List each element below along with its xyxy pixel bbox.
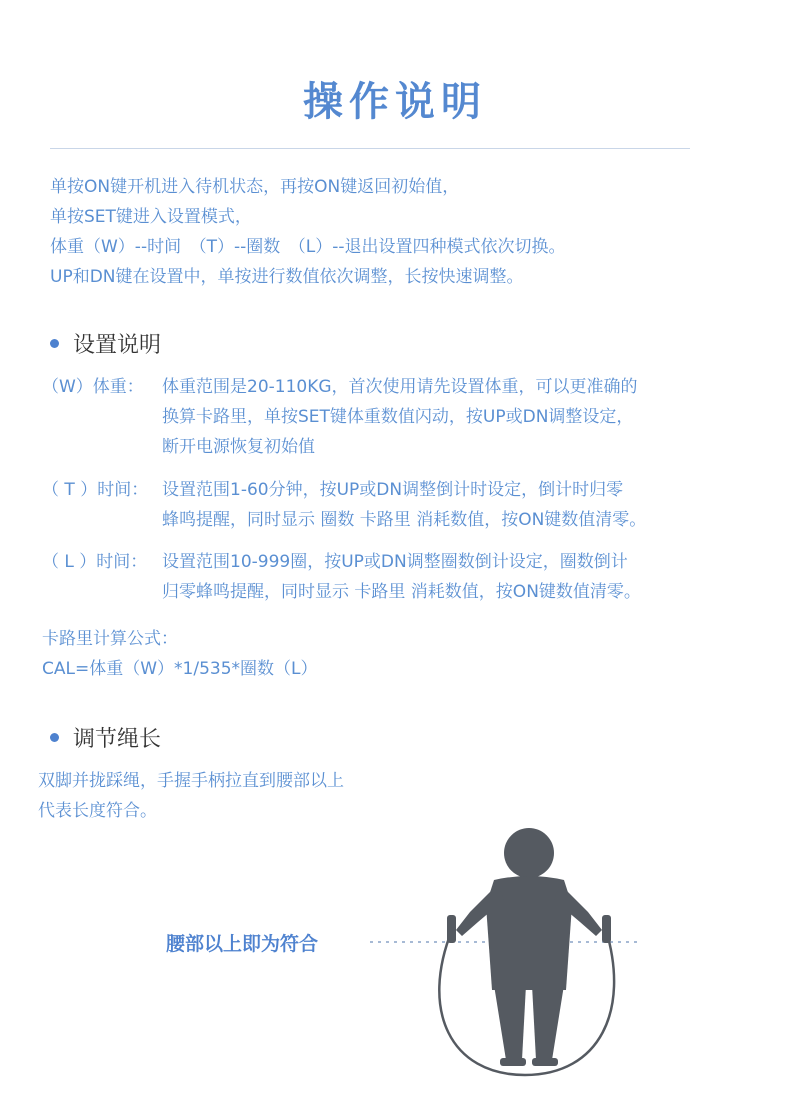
adjust-line: 双脚并拢踩绳，手握手柄拉直到腰部以上 [38,771,344,791]
setting-label: （ L ）时间： [42,552,148,572]
formula-label: 卡路里计算公式： [42,629,178,649]
right-handle-icon [602,915,611,943]
intro-line: 体重（W）--时间 （T）--圈数 （L）--退出设置四种模式依次切换。 [50,237,566,257]
adjust-heading-text: 调节绳长 [73,727,162,752]
intro-line: 单按ON键开机进入待机状态，再按ON键返回初始值， [50,177,460,197]
right-foot-icon [532,1058,558,1066]
settings-heading-text: 设置说明 [73,333,162,358]
setting-line: 体重范围是20-110KG，首次使用请先设置体重，可以更准确的 [162,377,638,397]
setting-line: 断开电源恢复初始值 [162,437,315,457]
page-title: 操作说明 [303,79,487,125]
adjust-line: 代表长度符合。 [38,801,157,821]
setting-line: 设置范围10-999圈，按UP或DN调整圈数倒计设定，圈数倒计 [162,552,628,572]
setting-line: 设置范围1-60分钟，按UP或DN调整倒计时设定，倒计时归零 [162,480,624,500]
intro-line: UP和DN键在设置中，单按进行数值依次调整，长按快速调整。 [50,267,524,287]
left-leg-icon [494,985,526,1060]
setting-line: 换算卡路里，单按SET键体重数值闪动，按UP或DN调整设定， [162,407,634,427]
right-leg-icon [532,985,564,1060]
waist-label: 腰部以上即为符合 [166,933,319,955]
setting-line: 蜂鸣提醒，同时显示 圈数 卡路里 消耗数值，按ON键数值清零。 [162,510,647,530]
left-foot-icon [500,1058,526,1066]
setting-label: （W）体重： [42,377,144,397]
setting-line: 归零蜂鸣提醒，同时显示 卡路里 消耗数值，按ON键数值清零。 [162,582,641,602]
setting-label: （ T ）时间： [42,480,149,500]
left-handle-icon [447,915,456,943]
head-icon [504,828,554,878]
intro-line: 单按SET键进入设置模式， [50,207,252,227]
formula-expression: CAL=体重（W）*1/535*圈数（L） [42,659,318,679]
